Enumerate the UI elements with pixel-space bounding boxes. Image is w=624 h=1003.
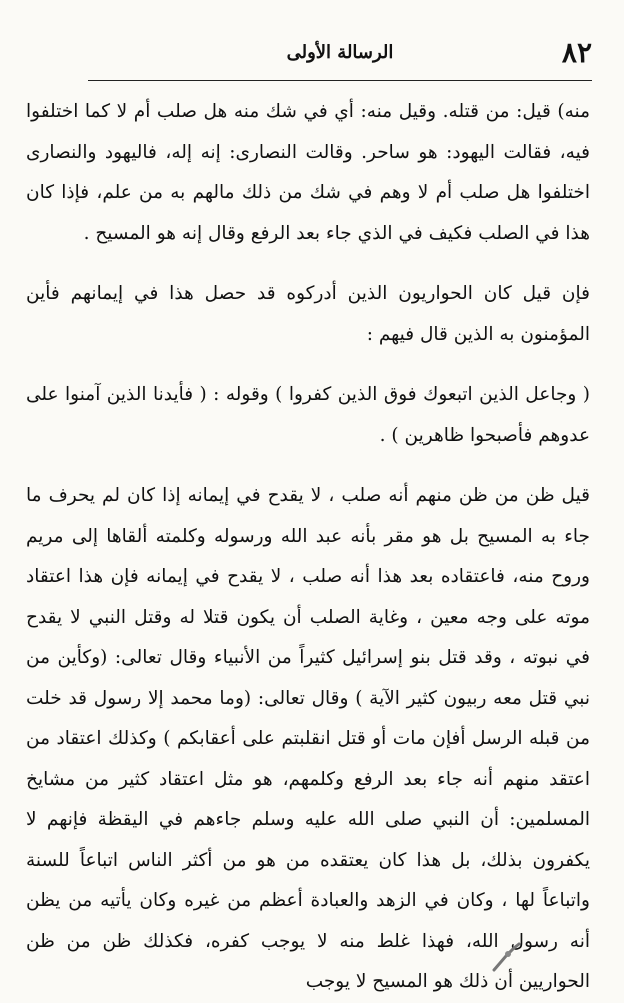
paragraph-2: فإن قيل كان الحواريون الذين أدركوه قد حصل هذا في إيمانهم فأين المؤمنون به الذين قال فيهم : [26, 283, 590, 345]
paragraph-1: منه) قيل: من قتله. وقيل منه: أي في شك منه هل صلب أم لا كما اختلفوا فيه، فقالت اليهود: هو ساحر. وقالت النصارى: إنه إله، فاليهود والنصارى اختلفوا هل صلب أم لا وهم في شك من ذلك مالهم به من علم، فإذا كان هذا في الصلب فكيف في الذي جاء بعد الرفع وقال إنه هو المسيح . [26, 101, 590, 244]
body-text [26, 92, 590, 1003]
paragraph-4: قيل ظن من ظن منهم أنه صلب ، لا يقدح في إيمانه إذا كان لم يحرف ما جاء به المسيح بل هو مقر بأنه عبد الله ورسوله وكلمته ألقاها إلى مريم وروح منه، فاعتقاده بعد هذا أنه صلب ، لا يقدح في إيمانه فإن هذا اعتقاد موته على وجه معين ، وغاية الصلب أن يكون قتلا له وقتل النبي لا يقدح في نبوته ، وقد قتل بنو إسرائيل كثيراً من الأنبياء وقال تعالى: (وكأين من نبي قتل معه ربيون كثير الآية ) وقال تعالى: (وما محمد إلا رسول قد خلت من قبله الرسل أفإن مات أو قتل انقلبتم على أعقابكم ) وكذلك اعتقاد من اعتقد منهم أنه جاء بعد الرفع وكلمهم، هو مثل اعتقاد كثير من مشايخ المسلمين: أن النبي صلى الله عليه وسلم جاءهم في اليقظة فإنهم لا يكفرون بذلك، بل هذا كان يعتقده من هو من أكثر الناس اتباعاً للسنة واتباعاً لها ، وكان في الزهد والعبادة أعظم من غيره وكان يأتيه من يظن أنه رسول الله، فهذا غلط منه لا يوجب كفره، فكذلك ظن من ظن الحواريين أن ذلك هو المسيح لا يوجب [26, 485, 590, 992]
running-title: الرسالة الأولى [286, 42, 394, 63]
page-number: ٨٢ [561, 36, 592, 69]
ink-smudge-mark [486, 936, 526, 976]
page-header [88, 28, 592, 81]
paragraph-3-quran-verse: ( وجاعل الذين اتبعوك فوق الذين كفروا ) وقوله : ( فأيدنا الذين آمنوا على عدوهم فأصبحوا ظاهرين ) . [26, 384, 590, 446]
